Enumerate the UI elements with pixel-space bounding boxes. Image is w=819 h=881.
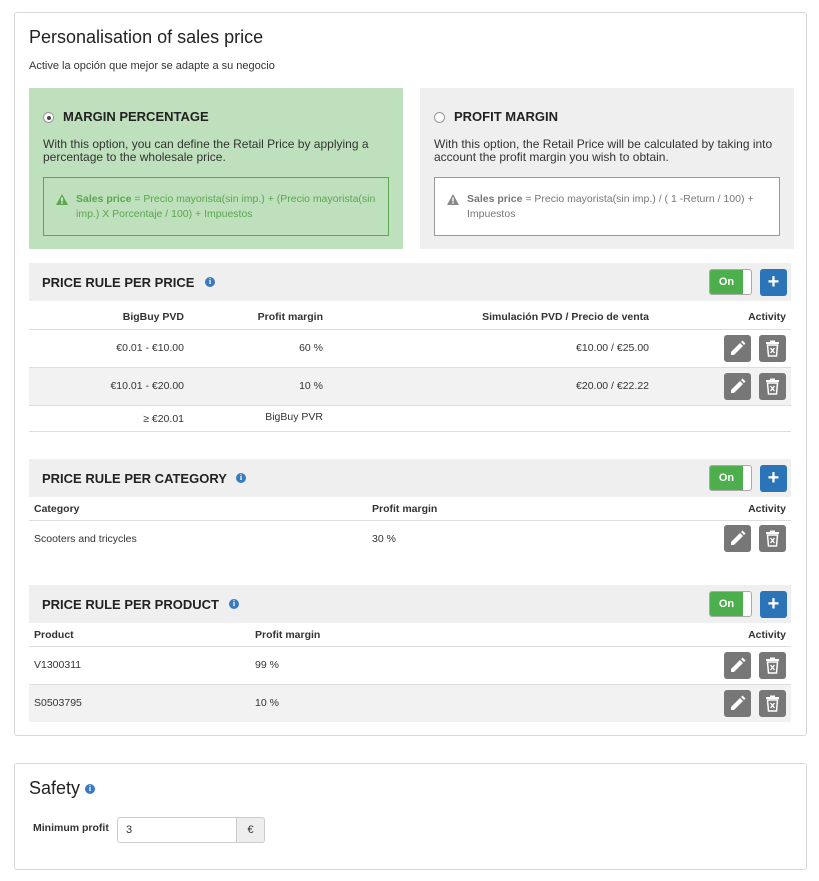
formula-label: Sales price: [76, 193, 132, 205]
product-code-cell: S0503795: [34, 697, 82, 709]
currency-addon: €: [236, 817, 265, 843]
delete-button[interactable]: [759, 525, 786, 552]
category-name-cell: Scooters and tricycles: [34, 533, 137, 545]
edit-button[interactable]: [724, 652, 751, 679]
safety-panel: [14, 763, 807, 870]
col-activity: Activity: [748, 629, 786, 641]
edit-button[interactable]: [724, 335, 751, 362]
info-icon[interactable]: i: [205, 277, 215, 287]
pencil-icon: [729, 657, 746, 674]
price-rule-per-price-section: [29, 263, 791, 433]
section-header: [29, 263, 791, 301]
col-activity: Activity: [748, 503, 786, 515]
table-row: [29, 406, 791, 432]
category-rule-toggle[interactable]: [709, 465, 752, 491]
add-price-rule-button[interactable]: +: [760, 269, 787, 296]
formula-box: [434, 177, 780, 236]
col-profit-margin: Profit margin: [372, 503, 438, 515]
margin-cell: 30 %: [372, 533, 396, 545]
delete-button[interactable]: [759, 652, 786, 679]
toggle-on-label: On: [710, 592, 743, 616]
trash-icon: [764, 378, 781, 395]
col-activity: Activity: [748, 311, 786, 323]
option-description: With this option, the Retail Price will be calculated by taking into account the profit margin you wish to obtain.: [434, 137, 773, 164]
delete-button[interactable]: [759, 690, 786, 717]
formula-expression: = Precio mayorista(sin imp.) + (Precio mayorista(sin imp.) X Porcentaje / 100) + Impuestos: [76, 193, 376, 220]
price-rule-per-category-section: [29, 459, 791, 579]
range-cell: €0.01 - €10.00: [116, 342, 184, 354]
margin-percentage-radio[interactable]: [43, 112, 54, 123]
toggle-on-label: On: [710, 270, 743, 294]
warning-triangle-icon: [447, 194, 459, 205]
profit-margin-radio[interactable]: [434, 112, 445, 123]
table-row: [29, 368, 791, 406]
margin-cell: 99 %: [255, 659, 279, 671]
col-simulation: Simulación PVD / Precio de venta: [482, 311, 649, 323]
margin-cell: 10 %: [299, 380, 323, 392]
toggle-on-label: On: [710, 466, 743, 490]
table-row: [29, 330, 791, 368]
page-title: Personalisation of sales price: [29, 27, 264, 47]
margin-cell: 60 %: [299, 342, 323, 354]
minimum-profit-input[interactable]: [117, 817, 237, 843]
edit-button[interactable]: [724, 525, 751, 552]
section-title: PRICE RULE PER CATEGORY: [42, 471, 227, 486]
formula-text: [76, 192, 376, 222]
simulation-cell: €10.00 / €25.00: [576, 342, 649, 354]
sales-price-panel: [14, 12, 807, 736]
table-row: [29, 685, 791, 722]
section-title: PRICE RULE PER PRICE: [42, 275, 195, 290]
formula-text: [467, 192, 767, 222]
pencil-icon: [729, 378, 746, 395]
minimum-profit-label: Minimum profit: [33, 822, 109, 834]
info-icon[interactable]: i: [236, 473, 246, 483]
formula-box: [43, 177, 389, 236]
edit-button[interactable]: [724, 690, 751, 717]
edit-button[interactable]: [724, 373, 751, 400]
range-cell: ≥ €20.01: [143, 413, 184, 425]
pencil-icon: [729, 530, 746, 547]
section-title: PRICE RULE PER PRODUCT: [42, 597, 219, 612]
col-bigbuy-pvd: BigBuy PVD: [122, 311, 184, 323]
price-rule-per-product-section: [29, 585, 791, 722]
pencil-icon: [729, 340, 746, 357]
table-row: [29, 521, 791, 559]
option-profit-margin[interactable]: [420, 88, 794, 249]
section-header: [29, 585, 791, 623]
product-code-cell: V1300311: [34, 659, 82, 671]
page-subtitle: Active la opción que mejor se adapte a su negocio: [29, 60, 275, 72]
margin-cell: BigBuy PVR: [265, 411, 323, 423]
col-category: Category: [34, 503, 80, 515]
formula-label: Sales price: [467, 193, 523, 205]
pencil-icon: [729, 695, 746, 712]
trash-icon: [764, 657, 781, 674]
warning-triangle-icon: [56, 194, 68, 205]
table-row: [29, 647, 791, 685]
option-title: MARGIN PERCENTAGE: [63, 109, 209, 124]
price-rule-toggle[interactable]: [709, 269, 752, 295]
trash-icon: [764, 530, 781, 547]
add-product-rule-button[interactable]: +: [760, 591, 787, 618]
formula-expression: = Precio mayorista(sin imp.) / ( 1 -Return / 100) + Impuestos: [467, 193, 754, 220]
section-header: [29, 459, 791, 497]
delete-button[interactable]: [759, 335, 786, 362]
col-profit-margin: Profit margin: [257, 311, 323, 323]
info-icon[interactable]: i: [229, 599, 239, 609]
trash-icon: [764, 695, 781, 712]
info-icon[interactable]: i: [85, 784, 95, 794]
product-rule-toggle[interactable]: [709, 591, 752, 617]
option-margin-percentage[interactable]: [29, 88, 403, 249]
margin-cell: 10 %: [255, 697, 279, 709]
range-cell: €10.01 - €20.00: [110, 380, 184, 392]
trash-icon: [764, 340, 781, 357]
add-category-rule-button[interactable]: +: [760, 465, 787, 492]
safety-title: Safety: [29, 778, 81, 798]
col-product: Product: [34, 629, 74, 641]
col-profit-margin: Profit margin: [255, 629, 321, 641]
option-title: PROFIT MARGIN: [454, 109, 558, 124]
option-description: With this option, you can define the Retail Price by applying a percentage to the wholesale price.: [43, 137, 369, 164]
delete-button[interactable]: [759, 373, 786, 400]
simulation-cell: €20.00 / €22.22: [576, 380, 649, 392]
